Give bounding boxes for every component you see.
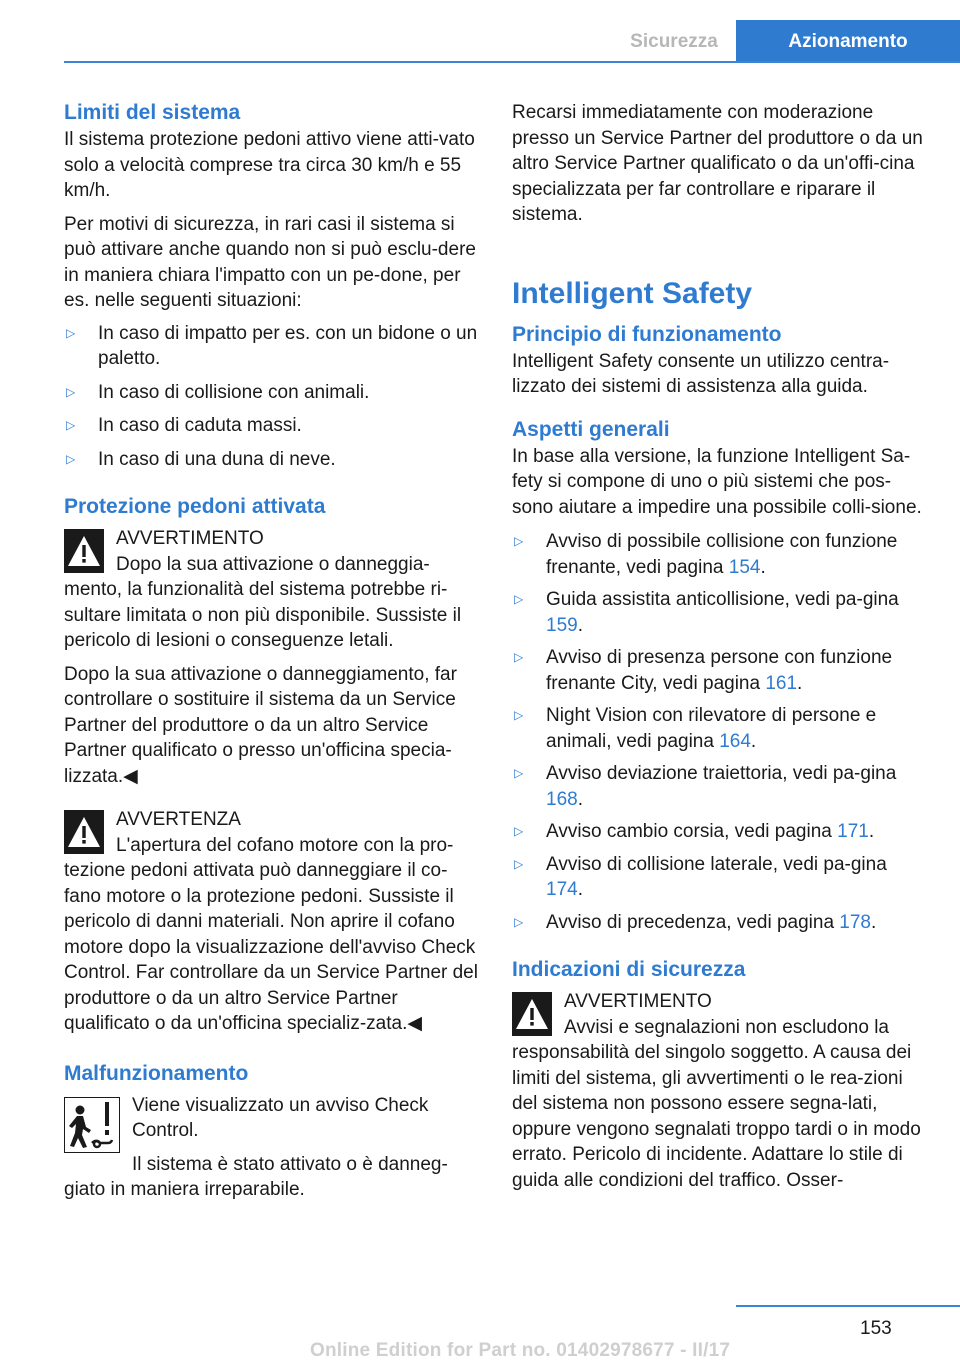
list-item: ▷ Avviso di precedenza, vedi pagina 178. (512, 910, 928, 936)
systems-list (512, 529, 928, 935)
bullet-triangle-icon: ▷ (66, 418, 76, 432)
heading-protezione: Protezione pedoni attivata (64, 495, 326, 518)
list-item: ▷ In caso di caduta massi. (64, 413, 480, 439)
warning-block-right (512, 989, 928, 1193)
page-link[interactable]: 154 (728, 556, 761, 578)
malfunction-text-1: Viene visualizzato un avviso Check Control. (132, 1094, 429, 1141)
warning-label: AVVERTIMENTO (564, 991, 712, 1012)
page-link[interactable]: 161 (765, 672, 798, 694)
repair-paragraph: Recarsi immediatamente con moderazione presso un Service Partner del produttore o da un altro Service Partner qualificato o da un'offi-cina specializzata per far controllare e riparare il sistema. (512, 102, 923, 225)
warning-followup: Dopo la sua attivazione o danneggiamento, far controllare o sostituire il sistema da un Service Partner del produttore o da un altro Service Partner qualificato o presso un'officina specia-lizzata.◀ (64, 663, 457, 787)
page-link[interactable]: 159 (546, 614, 578, 636)
pedestrian-protection-icon (64, 1097, 120, 1153)
section-tab-azionamento[interactable]: Azionamento (736, 20, 960, 62)
warning-label: AVVERTIMENTO (116, 528, 264, 549)
bullet-triangle-icon: ▷ (66, 451, 76, 466)
list-item: ▷ Avviso di collisione laterale, vedi pa-gina 174. (514, 853, 887, 900)
list-item: ▷ Avviso deviazione traiettoria, vedi pa-gina 168. (514, 763, 897, 810)
list-item: ▷ Guida assistita anticollisione, vedi pa-gina 159. (514, 589, 899, 636)
bullet-triangle-icon: ▷ (514, 914, 524, 929)
heading-malfunzionamento: Malfunzionamento (64, 1061, 249, 1085)
bullet-triangle-icon: ▷ (514, 824, 524, 838)
page-link[interactable]: 178 (839, 911, 871, 933)
warning-triangle-icon (64, 529, 104, 573)
bullet-triangle-icon: ▷ (514, 650, 524, 664)
limits-paragraph-1: Il sistema protezione pedoni attivo viene atti-vato solo a velocità comprese tra circa 30 km/h e 55 km/h. (64, 129, 475, 201)
limits-paragraph-2: Per motivi di sicurezza, in rari casi il sistema si può attivare anche quando non si può esclu-dere in maniera chiara l'impatto con un pe-done, per es. nelle seguenti situazioni: (64, 213, 476, 311)
page-link[interactable]: 168 (546, 788, 578, 810)
notice-block (64, 807, 480, 1037)
right-column (512, 100, 928, 1193)
malfunction-text-2: Il sistema è stato attivato o è danneg-giato in maniera irreparabile. (64, 1153, 448, 1200)
page-link[interactable]: 164 (719, 730, 751, 752)
limits-list (64, 321, 480, 473)
general-paragraph: In base alla versione, la funzione Intelligent Sa-fety si compone di uno o più sistemi che pos-sono aiutare a impedire una possibile colli-sione. (512, 445, 922, 518)
warning-text: Avvisi e segnalazioni non escludono la responsabilità del singolo soggetto. A causa dei limiti del sistema, gli avvertimenti o le rea-zioni del sistema non possono essere segna-lati, oppure vengono segnalati troppo tardi o in modo errato. Pericolo di incidente. Adattare lo stile di guida alle condizioni del traffico. Osser- (512, 1016, 921, 1191)
page-link[interactable]: 171 (837, 821, 869, 842)
heading-limiti: Limiti del sistema (64, 101, 241, 124)
warning-triangle-icon (64, 810, 104, 854)
list-item: ▷ Avviso di possibile collisione con funzione frenante, vedi pagina 154. (514, 531, 898, 578)
notice-text: L'apertura del cofano motore con la pro-tezione pedoni attivata può danneggiare il co-fano motore o la protezione pedoni. Sussiste il pericolo di danni materiali. Non aprire il cofano motore dopo la visualizzazione dell'avviso Check Control. Far controllare da un Service Partner del produttore o da un altro Service Partner qualificato o da un'officina specializ-zata.◀ (64, 834, 478, 1034)
bullet-triangle-icon: ▷ (514, 534, 524, 548)
malfunction-block (64, 1093, 480, 1203)
section-tab-sicurezza[interactable]: Sicurezza (612, 20, 736, 62)
bullet-triangle-icon: ▷ (514, 708, 524, 722)
footer-edition: Online Edition for Part no. 01402978677 - II/17 (310, 1340, 731, 1361)
heading-intelligent-safety: Intelligent Safety (512, 276, 753, 310)
list-item: ▷ Avviso cambio corsia, vedi pagina 171. (512, 819, 928, 845)
warning-text: Dopo la sua attivazione o danneggia-mento, la funzionalità del sistema potrebbe ri-sultare limitata o non più disponibile. Sussiste il pericolo di lesioni o conseguenze letali. (64, 553, 462, 651)
list-item: ▷ In caso di collisione con animali. (64, 380, 480, 406)
bullet-triangle-icon: ▷ (514, 592, 524, 606)
heading-indicazioni-sicurezza: Indicazioni di sicurezza (512, 958, 746, 981)
page-link[interactable]: 174 (546, 879, 578, 900)
bullet-triangle-icon: ▷ (514, 766, 524, 780)
bullet-triangle-icon: ▷ (66, 325, 76, 340)
principle-paragraph: Intelligent Safety consente un utilizzo centra-lizzato dei sistemi di assistenza alla guida. (512, 350, 890, 397)
bullet-triangle-icon: ▷ (66, 384, 76, 399)
list-item: ▷ Avviso di presenza persone con funzione frenante City, vedi pagina 161. (514, 647, 893, 694)
footer-rule (736, 1305, 960, 1307)
list-item: ▷ Night Vision con rilevatore di persone e animali, vedi pagina 164. (514, 705, 877, 752)
page-number: 153 (860, 1318, 892, 1339)
left-column (64, 100, 480, 1203)
heading-principio: Principio di funzionamento (512, 322, 782, 346)
notice-label: AVVERTENZA (116, 809, 241, 830)
bullet-triangle-icon: ▷ (514, 856, 524, 871)
list-item: ▷ In caso di impatto per es. con un bidone o un paletto. (66, 322, 478, 369)
heading-aspetti-generali: Aspetti generali (512, 417, 670, 441)
warning-block-1 (64, 526, 480, 654)
list-item: ▷ In caso di una duna di neve. (64, 447, 480, 473)
warning-triangle-icon (512, 992, 552, 1036)
header-rule (64, 61, 960, 63)
